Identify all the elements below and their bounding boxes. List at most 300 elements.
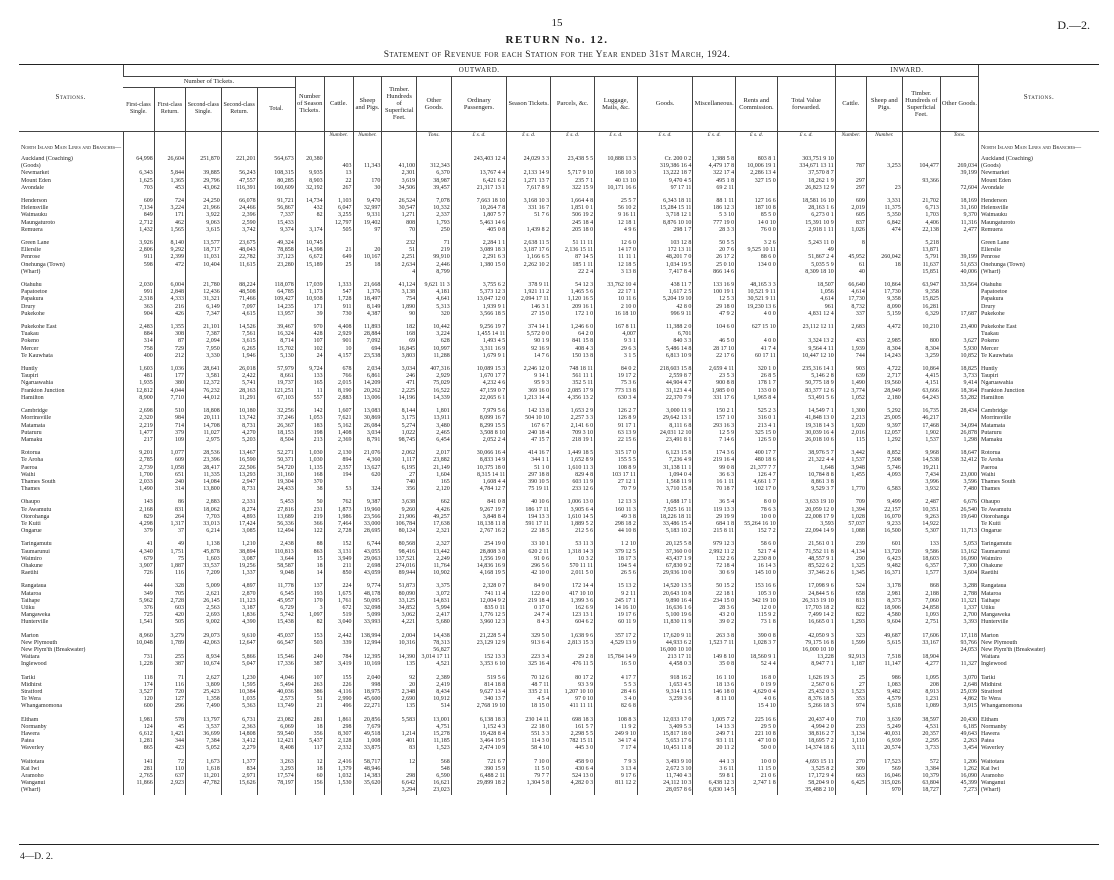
data-cell: 7,663 18 10 (451, 198, 506, 205)
data-cell: 10,404 (185, 262, 221, 269)
data-cell: 4,531 (902, 724, 940, 731)
data-cell (353, 269, 382, 276)
data-cell: 379 12 5 (595, 549, 638, 556)
data-cell: 3,034 (353, 430, 382, 437)
data-cell: 187 10 8 (736, 205, 778, 212)
table-row (19, 311, 1099, 318)
data-cell (417, 156, 452, 163)
data-cell: 33,125 (382, 598, 417, 605)
data-cell: 26 8 5 (736, 373, 778, 380)
data-cell: 6,813 10 9 (637, 353, 692, 360)
station-name: Rotorua (21, 450, 41, 457)
station-name: Ellerslie (21, 247, 41, 254)
table-row (19, 324, 1099, 331)
data-cell: 29 18 0 (693, 304, 736, 311)
data-cell: 3,733 (940, 373, 978, 380)
data-cell: 2,017 (417, 450, 452, 457)
data-cell: 137 (295, 583, 324, 590)
data-cell: 18 (295, 766, 324, 773)
data-cell: 60 17 11 (736, 353, 778, 360)
data-cell (257, 787, 295, 794)
data-cell: 1,789 (154, 640, 185, 647)
data-cell: 255 (154, 654, 185, 661)
data-cell: 218,603 15 8 (637, 366, 692, 373)
data-cell: 1,088 (835, 528, 866, 535)
table-row (19, 269, 1099, 276)
data-cell: 40,036 (257, 689, 295, 696)
data-cell: 13,577 (185, 240, 221, 247)
data-cell: 47 10 0 (736, 738, 778, 745)
data-cell: 4,232 4 6 (451, 380, 506, 387)
data-cell: 316 0 1 (736, 415, 778, 422)
data-cell: 3,907 (123, 563, 154, 570)
data-cell: 1,089 (902, 703, 940, 710)
data-cell: 28,808 3 8 (451, 549, 506, 556)
data-cell: 24,844 5 6 (777, 591, 835, 598)
data-cell: 18,581 16 10 (777, 198, 835, 205)
data-cell: 245 17 1 (595, 598, 638, 605)
data-cell: 234 15 0 (693, 598, 736, 605)
data-cell: 13,749 (257, 703, 295, 710)
data-cell: 88 (295, 541, 324, 548)
data-cell: 603 11 9 (551, 479, 595, 486)
data-cell: 5,243 11 0 (777, 240, 835, 247)
data-cell: 28,884 (353, 331, 382, 338)
data-cell: 2,094 (185, 338, 221, 345)
data-cell: 18,717 (185, 247, 221, 254)
data-cell: 17,730 (866, 289, 902, 296)
station-name-right: Morrinsville (979, 415, 1099, 422)
data-cell (324, 269, 353, 276)
data-cell: 3,034 (382, 366, 417, 373)
data-cell: 803 8 1 (736, 156, 778, 163)
data-cell: 18,226 18 11 (637, 514, 692, 521)
data-cell: 1,751 (154, 549, 185, 556)
data-cell: 49,257 (417, 514, 452, 521)
data-cell: 19,211 (902, 465, 940, 472)
data-cell: 2,286 13 4 (736, 170, 778, 177)
data-cell: 2,040 (353, 675, 382, 682)
data-cell: 831 (154, 507, 185, 514)
data-cell: 7,434 (902, 472, 940, 479)
revenue-table (19, 65, 1099, 795)
data-cell: 21,966 (185, 205, 221, 212)
station-name-right: Ohakune (979, 563, 1099, 570)
data-cell: 1,836 (221, 612, 257, 619)
data-cell: 6,069 (257, 724, 295, 731)
data-cell: 235,316 14 1 (777, 366, 835, 373)
data-cell: 458 9 0 (551, 759, 595, 766)
data-cell: 23,438 5 5 (551, 156, 595, 163)
data-cell: 1,094 0 4 (637, 472, 692, 479)
data-cell: 1,345 (835, 570, 866, 577)
data-cell: 33,564 (940, 282, 978, 289)
data-cell: 4,614 (835, 289, 866, 296)
data-cell: 9,233 (866, 521, 902, 528)
data-cell (185, 787, 221, 794)
station-name: Otahuhu (21, 282, 42, 289)
data-cell: 9,002 (185, 619, 221, 626)
data-cell: 505 (324, 227, 353, 234)
parcels-header: Parcels, &c. (551, 76, 595, 131)
data-cell: 15 (295, 556, 324, 563)
data-cell: 6,265 (221, 346, 257, 353)
station-name: Tariki (21, 674, 36, 681)
data-cell: 1,380 15 0 (451, 262, 506, 269)
station-name-right: Rangataua (979, 583, 1099, 590)
data-cell: 298 1 7 (637, 227, 692, 234)
table-row (19, 457, 1099, 464)
data-cell: 5,453 (257, 499, 295, 506)
data-cell: 39,199 (940, 170, 978, 177)
data-cell (221, 647, 257, 654)
data-cell: 36 6 3 (693, 472, 736, 479)
data-cell: 604 6 2 (551, 619, 595, 626)
data-cell: 149 8 10 (693, 654, 736, 661)
unit-label: Tons. (417, 131, 452, 140)
data-cell: 17,703 18 2 (777, 605, 835, 612)
data-cell (940, 156, 978, 163)
data-cell: 37 (154, 528, 185, 535)
data-cell: 17,118 (940, 633, 978, 640)
data-cell: 82 (295, 619, 324, 626)
data-cell: 115 9 2 (736, 612, 778, 619)
data-cell: 22,782 (221, 254, 257, 261)
data-cell: 6,590 (417, 773, 452, 780)
table-row (19, 507, 1099, 514)
data-cell: 9,331 (353, 212, 382, 219)
data-cell: 2 10 0 (595, 304, 638, 311)
data-cell: 3 (295, 605, 324, 612)
data-cell (353, 156, 382, 163)
data-cell: 2,990 (324, 696, 353, 703)
data-cell: 18,138 11 8 (451, 521, 506, 528)
table-row (19, 472, 1099, 479)
data-cell: 1,652 8 9 (551, 457, 595, 464)
data-cell: 724 (154, 198, 185, 205)
data-cell: 193 (295, 591, 324, 598)
data-cell: 323 (835, 633, 866, 640)
data-cell: 2,728 (154, 598, 185, 605)
data-cell: 92 16 9 (507, 346, 551, 353)
data-cell: 119 13 3 (693, 507, 736, 514)
data-cell: 249 9 10 (595, 731, 638, 738)
data-cell: 45,399 (940, 780, 978, 787)
data-cell: 38,816 2 7 (777, 731, 835, 738)
data-cell: 403 (324, 163, 353, 170)
data-cell: 8,661 (257, 373, 295, 380)
data-cell: 3,070 (940, 675, 978, 682)
data-cell: 138,994 (353, 633, 382, 640)
data-cell (353, 240, 382, 247)
data-cell: 2,369 (324, 437, 353, 444)
station-name-right: Putaruru (979, 430, 1099, 437)
data-cell: 609 (123, 198, 154, 205)
data-cell: 2,331 (221, 499, 257, 506)
data-cell: 16,090 (940, 556, 978, 563)
data-cell: 3,168 10 3 (507, 198, 551, 205)
data-cell: 5,099 (353, 612, 382, 619)
data-cell: 45,600 (353, 696, 382, 703)
data-cell (866, 240, 902, 247)
data-cell: 15,825 (902, 296, 940, 303)
data-cell: 3,259 (902, 353, 940, 360)
data-cell: 24 7 4 (507, 612, 551, 619)
data-cell: 4,521 (417, 661, 452, 668)
first-single-header: First-class Single. (123, 87, 154, 131)
data-cell: 1,173 (295, 289, 324, 296)
data-cell: 7 10 0 (507, 759, 551, 766)
table-row (19, 570, 1099, 577)
data-cell: 8,274 (221, 507, 257, 514)
data-cell: 1,138 (185, 541, 221, 548)
data-cell: 56,336 (257, 521, 295, 528)
data-cell: 4,406 (902, 220, 940, 227)
data-cell: 5,159 (866, 311, 902, 318)
table-row (19, 486, 1099, 493)
data-cell: 1,610 11 3 (551, 465, 595, 472)
data-cell: 2,225 (382, 388, 417, 395)
data-cell: 10,447 12 10 (777, 353, 835, 360)
data-cell: 496 (324, 703, 353, 710)
data-cell: 177 (154, 373, 185, 380)
data-cell (866, 479, 902, 486)
data-cell: 297 18 8 (507, 472, 551, 479)
station-name-right: Mount Eden (979, 178, 1099, 185)
data-cell: 1,035 (221, 696, 257, 703)
data-cell: 63,804 (902, 780, 940, 787)
data-cell: 1,103 (324, 198, 353, 205)
data-cell (835, 170, 866, 177)
data-cell: 6,642 (382, 780, 417, 787)
data-cell: 1,365 (154, 178, 185, 185)
data-cell: 6,195 (382, 465, 417, 472)
station-name: Aramoho (21, 773, 44, 780)
station-name-right: Ongarue (979, 528, 1099, 535)
data-cell: 22 2 4 (551, 269, 595, 276)
data-cell: 4,390 (221, 619, 257, 626)
data-cell: 4,415 (902, 373, 940, 380)
data-cell: 12 5 3 (693, 296, 736, 303)
data-cell: 1,985 0 0 (693, 388, 736, 395)
data-cell: 53,282 (940, 395, 978, 402)
data-cell: 3,279 (154, 633, 185, 640)
data-cell: 50 5 5 (693, 240, 736, 247)
data-cell: 1,889 5 2 (551, 521, 595, 528)
table-row (19, 331, 1099, 338)
data-cell: 5,307 (902, 528, 940, 535)
data-cell: 6,423 (866, 556, 902, 563)
data-cell: 50 (295, 499, 324, 506)
data-cell: 320 (417, 311, 452, 318)
data-cell: 5,313 (417, 304, 452, 311)
data-cell: 97 0 10 (551, 696, 595, 703)
data-cell: 9,256 19 7 (451, 324, 506, 331)
data-cell: 9,610 (221, 633, 257, 640)
data-cell: 12 18 1 (595, 220, 638, 227)
data-cell: 72 (154, 759, 185, 766)
data-cell: 16,665 0 1 (777, 619, 835, 626)
data-cell: 524 (835, 583, 866, 590)
data-cell: 2,262 10 2 (507, 262, 551, 269)
data-cell: 70 7 9 (595, 486, 638, 493)
data-cell: 1,861 (324, 717, 353, 724)
data-cell: 726 (123, 570, 154, 577)
data-cell: 186 17 11 (507, 507, 551, 514)
data-cell: 3,604 (940, 570, 978, 577)
data-cell: 703 (123, 185, 154, 192)
station-name: Waimiro (21, 555, 42, 562)
data-cell: 1,664 4 8 (551, 198, 595, 205)
data-cell (693, 331, 736, 338)
data-cell: 26,367 (257, 423, 295, 430)
data-cell: 63,947 (902, 282, 940, 289)
data-cell: 85,522 6 2 (777, 563, 835, 570)
data-cell: 1,028 3 7 (736, 640, 778, 647)
data-cell: 8,791 (353, 437, 382, 444)
station-name-right: Wanganui (979, 780, 1099, 787)
data-cell (382, 724, 417, 731)
data-cell: 150 2 1 (693, 408, 736, 415)
data-cell: 740 (382, 479, 417, 486)
data-cell: 10,451 11 8 (637, 745, 692, 752)
data-cell: 10,006 19 1 (736, 163, 778, 170)
data-cell (551, 787, 595, 794)
data-cell: 2,813 15 3 (551, 640, 595, 647)
data-cell: 18,153 (257, 430, 295, 437)
data-cell: 16 8 0 (736, 675, 778, 682)
data-cell: 233 (835, 724, 866, 731)
data-cell: 44 10 8 (595, 528, 638, 535)
data-cell: 160,609 (257, 185, 295, 192)
station-name: Taihape (21, 597, 40, 604)
data-cell (551, 163, 595, 170)
data-cell: 3,138 (382, 289, 417, 296)
data-cell: 840 3 3 (637, 338, 692, 345)
data-cell (257, 647, 295, 654)
data-cell: 1,490 (123, 486, 154, 493)
data-cell: 5,009 (185, 583, 221, 590)
data-cell: 26,823 12 9 (777, 185, 835, 192)
data-cell: 217 (123, 437, 154, 444)
data-cell: 2,213 (835, 415, 866, 422)
data-cell: 70 12 6 (507, 675, 551, 682)
station-name-right: Tariki (979, 675, 1099, 682)
data-cell: 67,830 9 2 (637, 563, 692, 570)
data-cell: 6,545 (257, 591, 295, 598)
data-cell: 9,564 4 11 (777, 346, 835, 353)
data-cell: 4,693 15 11 (777, 759, 835, 766)
data-cell: 84 0 2 (595, 366, 638, 373)
data-cell (295, 787, 324, 794)
data-cell: 2,422 (221, 373, 257, 380)
data-cell: 4,356 13 2 (551, 395, 595, 402)
data-cell: 48,178 (353, 591, 382, 598)
data-cell: 1,206 (940, 759, 978, 766)
data-cell: 67,103 (257, 395, 295, 402)
data-cell (382, 766, 417, 773)
data-cell: 15 4 10 (736, 703, 778, 710)
data-cell: 1,565 (154, 227, 185, 234)
data-cell (257, 269, 295, 276)
data-cell: 22,157 (866, 507, 902, 514)
data-cell: 8 0 0 (736, 499, 778, 506)
data-cell: 4,784 12 7 (451, 486, 506, 493)
data-cell: 21,322 4 4 (777, 457, 835, 464)
data-cell: 2,883 (185, 499, 221, 506)
station-name-right: Penrose (979, 254, 1099, 261)
data-cell: 3,493 9 10 (637, 759, 692, 766)
data-cell: 777 19 0 (693, 220, 736, 227)
data-cell: 6,004 (154, 282, 185, 289)
data-cell: 45,952 (835, 254, 866, 261)
data-cell: 92 (382, 675, 417, 682)
data-cell: 11,027 (185, 430, 221, 437)
data-cell: 38 (295, 486, 324, 493)
data-cell: 1,523 (835, 689, 866, 696)
data-cell: 7,499 14 2 (777, 612, 835, 619)
data-cell: 17,638 (417, 521, 452, 528)
data-cell: 89,944 (382, 570, 417, 577)
data-cell: 505 (154, 619, 185, 626)
table-row (19, 346, 1099, 353)
data-cell: 17,172 9 4 (777, 773, 835, 780)
data-cell: 2,474 10 9 (451, 745, 506, 752)
data-cell: 12,494 (257, 528, 295, 535)
station-name: Pukekohe East (21, 324, 57, 331)
data-cell: 9,529 3 7 (777, 486, 835, 493)
data-cell: 11,327 (940, 661, 978, 668)
data-cell: 92,913 (835, 654, 866, 661)
data-cell: 51,873 (382, 583, 417, 590)
data-cell: 325 16 4 (507, 661, 551, 668)
data-cell (154, 787, 185, 794)
data-cell: 16 14 3 (736, 563, 778, 570)
data-cell (451, 647, 506, 654)
data-cell: 1,083 (866, 682, 902, 689)
data-cell: 22,065 6 1 (451, 395, 506, 402)
data-cell: 3,508 8 10 (451, 430, 506, 437)
data-cell: 58 6 0 (736, 541, 778, 548)
data-cell: 1,921 11 2 (507, 289, 551, 296)
data-cell: 8,408 (257, 745, 295, 752)
data-cell: 11,316 (940, 220, 978, 227)
data-cell: 6,939 (866, 738, 902, 745)
data-cell: 165 (417, 479, 452, 486)
data-cell: 2,396 (221, 212, 257, 219)
station-name-right: Normanby (979, 724, 1099, 731)
data-cell: 3,848 8 4 (451, 514, 506, 521)
data-cell: 551 3 3 (507, 731, 551, 738)
data-cell: 1,625 (123, 178, 154, 185)
data-cell: 194 5 4 (595, 563, 638, 570)
data-cell: 8,934 (185, 654, 221, 661)
data-cell: 3,755 6 2 (451, 282, 506, 289)
data-cell: 2,590 (221, 220, 257, 227)
data-cell: 24,029 3 3 (507, 156, 551, 163)
data-cell: 14,390 (382, 654, 417, 661)
data-cell: 83 (382, 745, 417, 752)
data-cell: 296 (154, 703, 185, 710)
data-cell: 27 12 1 (595, 479, 638, 486)
data-cell: 841 0 8 (451, 499, 506, 506)
table-row (19, 415, 1099, 422)
data-cell: 2,030 (123, 282, 154, 289)
unit-label: £ s. d. (693, 131, 736, 140)
station-name-right: Huntly (979, 366, 1099, 373)
data-cell (154, 163, 185, 170)
data-cell: 19,402 (353, 220, 382, 227)
